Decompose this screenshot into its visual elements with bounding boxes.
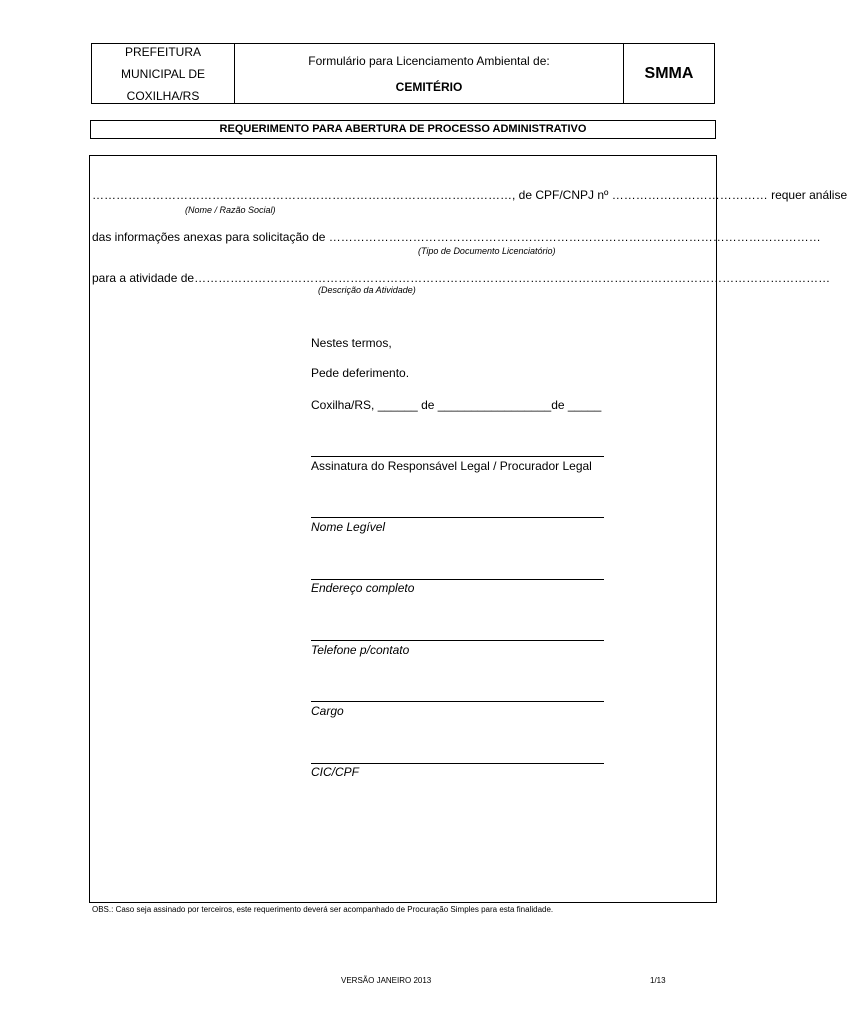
cpf-label: CIC/CPF bbox=[311, 765, 359, 779]
address-label: Endereço completo bbox=[311, 581, 415, 595]
form-subject: CEMITÉRIO bbox=[395, 80, 463, 94]
address-line[interactable] bbox=[311, 579, 604, 580]
margin-mark bbox=[89, 320, 90, 332]
page-number: 1/13 bbox=[650, 976, 666, 985]
agency-name: SMMA bbox=[644, 64, 694, 82]
signature-line[interactable] bbox=[311, 456, 604, 457]
org-name-line2: MUNICIPAL DE bbox=[120, 66, 205, 81]
document-type-hint: (Tipo de Documento Licenciatório) bbox=[418, 246, 556, 256]
request-form-box bbox=[89, 155, 847, 903]
place-date-line[interactable]: Coxilha/RS, ______ de _________________de _____ bbox=[311, 398, 602, 412]
organization-cell bbox=[92, 44, 235, 103]
org-name-line3: COXILHA/RS bbox=[126, 88, 200, 103]
header-table bbox=[91, 43, 715, 104]
signature-label: Assinatura do Responsável Legal / Procurador Legal bbox=[311, 459, 592, 473]
cpf-line[interactable] bbox=[311, 763, 604, 764]
phone-line[interactable] bbox=[311, 640, 604, 641]
closing-request: Pede deferimento. bbox=[311, 366, 410, 380]
legible-name-line[interactable] bbox=[311, 517, 604, 518]
form-title-cell bbox=[235, 44, 624, 103]
form-title: Formulário para Licenciamento Ambiental de: bbox=[308, 54, 550, 68]
document-type-line[interactable]: das informações anexas para solicitação de …………………………………………………………………………………………………………… bbox=[92, 230, 821, 244]
observation-note: OBS.: Caso seja assinado por terceiros, este requerimento deverá ser acompanhado de Procuração Simples para esta finalidade. bbox=[92, 905, 554, 914]
position-line[interactable] bbox=[311, 701, 604, 702]
org-name-line1: PREFEITURA bbox=[124, 44, 201, 59]
applicant-hint: (Nome / Razão Social) bbox=[185, 205, 276, 215]
position-label: Cargo bbox=[311, 704, 344, 718]
activity-line[interactable]: para a atividade de…………………………………………………………………………………………………………………………………………… bbox=[92, 271, 831, 285]
agency-cell bbox=[624, 44, 714, 103]
closing-terms: Nestes termos, bbox=[311, 336, 392, 350]
activity-hint: (Descrição da Atividade) bbox=[318, 285, 416, 295]
version-footer: VERSÃO JANEIRO 2013 bbox=[341, 976, 432, 985]
applicant-line[interactable]: ……………………………………………………………………………………………, de CPF/CNPJ nº ………………………………… requer análise bbox=[92, 188, 847, 202]
phone-label: Telefone p/contato bbox=[311, 643, 410, 657]
legible-name-label: Nome Legível bbox=[311, 520, 386, 534]
document-title: REQUERIMENTO PARA ABERTURA DE PROCESSO ADMINISTRATIVO bbox=[90, 120, 716, 139]
margin-mark bbox=[716, 320, 717, 332]
margin-mark bbox=[89, 280, 90, 292]
